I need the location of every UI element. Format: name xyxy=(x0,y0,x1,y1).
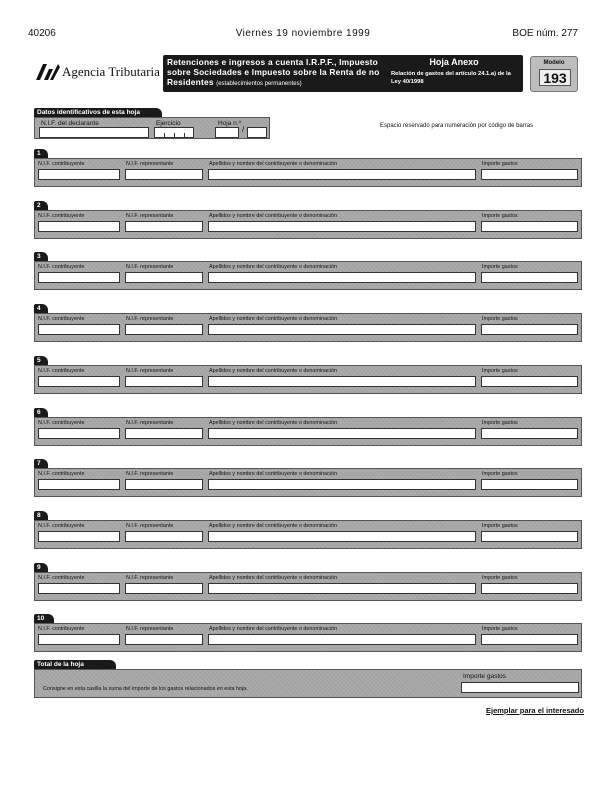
boe-number: BOE núm. 277 xyxy=(512,28,578,39)
nif-representante-label: N.I.F. representante xyxy=(126,626,174,632)
total-importe-label: Importe gastos xyxy=(463,673,506,680)
apellidos-nombre-label: Apellidos y nombre del contribuyente o denominación xyxy=(209,368,337,374)
apellidos-nombre-label: Apellidos y nombre del contribuyente o denominación xyxy=(209,471,337,477)
total-note: Consigne en esta casilla la suma del importe de los gastos relacionados en esta hoja. xyxy=(43,686,248,692)
record-panel xyxy=(34,313,582,342)
record-panel xyxy=(34,261,582,290)
page-header xyxy=(28,28,578,40)
hoja-number-field[interactable] xyxy=(215,127,239,138)
nif-representante-label: N.I.F. representante xyxy=(126,264,174,270)
nif-representante-label: N.I.F. representante xyxy=(126,471,174,477)
apellidos-nombre-label: Apellidos y nombre del contribuyente o denominación xyxy=(209,161,337,167)
record-number-tab: 6 xyxy=(34,408,48,417)
nif-contribuyente-field[interactable] xyxy=(38,169,120,180)
hoja-separator: / xyxy=(242,125,245,134)
total-section-tab: Total de la hoja xyxy=(34,660,116,669)
apellidos-nombre-field[interactable] xyxy=(208,376,476,387)
nif-contribuyente-label: N.I.F. contribuyente xyxy=(38,471,85,477)
nif-contribuyente-field[interactable] xyxy=(38,221,120,232)
apellidos-nombre-field[interactable] xyxy=(208,221,476,232)
record-panel xyxy=(34,365,582,394)
nif-representante-label: N.I.F. representante xyxy=(126,575,174,581)
apellidos-nombre-label: Apellidos y nombre del contribuyente o denominación xyxy=(209,264,337,270)
relation-description: Relación de gastos del artículo 24.1.a) de la Ley 40/1998 xyxy=(391,71,511,85)
importe-gastos-field[interactable] xyxy=(481,221,578,232)
nif-declarante-field[interactable] xyxy=(39,127,149,138)
record-number-tab: 7 xyxy=(34,459,48,468)
record-number-tab: 10 xyxy=(34,614,54,623)
record-panel xyxy=(34,623,582,652)
nif-contribuyente-label: N.I.F. contribuyente xyxy=(38,368,85,374)
importe-gastos-field[interactable] xyxy=(481,169,578,180)
importe-gastos-label: Importe gastos xyxy=(482,626,518,632)
importe-gastos-field[interactable] xyxy=(481,583,578,594)
importe-gastos-field[interactable] xyxy=(481,428,578,439)
id-section-tab: Datos identificativos de esta hoja xyxy=(34,108,162,117)
record-number-tab: 9 xyxy=(34,563,48,572)
importe-gastos-label: Importe gastos xyxy=(482,161,518,167)
record-number-tab: 8 xyxy=(34,511,48,520)
apellidos-nombre-field[interactable] xyxy=(208,272,476,283)
importe-gastos-field[interactable] xyxy=(481,634,578,645)
nif-contribuyente-label: N.I.F. contribuyente xyxy=(38,316,85,322)
nif-representante-field[interactable] xyxy=(125,169,203,180)
record-number-tab: 5 xyxy=(34,356,48,365)
importe-gastos-field[interactable] xyxy=(481,531,578,542)
nif-representante-field[interactable] xyxy=(125,479,203,490)
record-number-tab: 4 xyxy=(34,304,48,313)
page-number: 40206 xyxy=(28,28,56,39)
nif-contribuyente-label: N.I.F. contribuyente xyxy=(38,161,85,167)
record-panel xyxy=(34,158,582,187)
apellidos-nombre-field[interactable] xyxy=(208,169,476,180)
apellidos-nombre-field[interactable] xyxy=(208,583,476,594)
apellidos-nombre-field[interactable] xyxy=(208,324,476,335)
barcode-note: Espacio reservado para numeración por código de barras xyxy=(380,123,534,129)
nif-contribuyente-label: N.I.F. contribuyente xyxy=(38,420,85,426)
record-panel xyxy=(34,572,582,601)
importe-gastos-label: Importe gastos xyxy=(482,316,518,322)
nif-contribuyente-label: N.I.F. contribuyente xyxy=(38,575,85,581)
logo-text: Agencia Tributaria xyxy=(62,64,160,79)
hoja-label: Hoja n.º xyxy=(218,120,241,127)
nif-representante-label: N.I.F. representante xyxy=(126,420,174,426)
publication-date: Viernes 19 noviembre 1999 xyxy=(235,28,371,39)
nif-representante-field[interactable] xyxy=(125,221,203,232)
record-panel xyxy=(34,210,582,239)
total-importe-field[interactable] xyxy=(461,682,579,693)
nif-representante-label: N.I.F. representante xyxy=(126,316,174,322)
importe-gastos-field[interactable] xyxy=(481,376,578,387)
importe-gastos-label: Importe gastos xyxy=(482,264,518,270)
importe-gastos-field[interactable] xyxy=(481,479,578,490)
nif-representante-field[interactable] xyxy=(125,324,203,335)
apellidos-nombre-label: Apellidos y nombre del contribuyente o denominación xyxy=(209,420,337,426)
importe-gastos-field[interactable] xyxy=(481,324,578,335)
apellidos-nombre-label: Apellidos y nombre del contribuyente o denominación xyxy=(209,575,337,581)
record-panel xyxy=(34,417,582,446)
nif-representante-label: N.I.F. representante xyxy=(126,523,174,529)
ejemplar-label: Ejemplar para el interesado xyxy=(486,706,584,715)
nif-contribuyente-field[interactable] xyxy=(38,376,120,387)
importe-gastos-label: Importe gastos xyxy=(482,523,518,529)
record-panel xyxy=(34,468,582,497)
nif-contribuyente-field[interactable] xyxy=(38,272,120,283)
importe-gastos-label: Importe gastos xyxy=(482,471,518,477)
nif-representante-field[interactable] xyxy=(125,634,203,645)
total-section-panel xyxy=(34,669,582,698)
nif-declarante-label: N.I.F. del declarante xyxy=(41,120,99,127)
importe-gastos-label: Importe gastos xyxy=(482,575,518,581)
record-panel xyxy=(34,520,582,549)
modelo-label: Modelo xyxy=(543,60,565,66)
apellidos-nombre-field[interactable] xyxy=(208,479,476,490)
apellidos-nombre-label: Apellidos y nombre del contribuyente o denominación xyxy=(209,316,337,322)
nif-contribuyente-label: N.I.F. contribuyente xyxy=(38,523,85,529)
nif-contribuyente-field[interactable] xyxy=(38,479,120,490)
nif-representante-label: N.I.F. representante xyxy=(126,161,174,167)
form-title-bar xyxy=(163,55,523,92)
apellidos-nombre-field[interactable] xyxy=(208,428,476,439)
nif-contribuyente-label: N.I.F. contribuyente xyxy=(38,626,85,632)
nif-contribuyente-label: N.I.F. contribuyente xyxy=(38,264,85,270)
nif-representante-field[interactable] xyxy=(125,583,203,594)
nif-contribuyente-field[interactable] xyxy=(38,634,120,645)
nif-contribuyente-field[interactable] xyxy=(38,428,120,439)
importe-gastos-field[interactable] xyxy=(481,272,578,283)
nif-representante-field[interactable] xyxy=(125,376,203,387)
sheet-type: Hoja Anexo xyxy=(429,57,479,67)
agency-logo-icon xyxy=(36,64,60,80)
nif-representante-field[interactable] xyxy=(125,272,203,283)
nif-contribuyente-field[interactable] xyxy=(38,583,120,594)
apellidos-nombre-field[interactable] xyxy=(208,531,476,542)
importe-gastos-label: Importe gastos xyxy=(482,368,518,374)
ejercicio-label: Ejercicio xyxy=(156,120,181,127)
nif-representante-field[interactable] xyxy=(125,531,203,542)
nif-representante-label: N.I.F. representante xyxy=(126,368,174,374)
ejercicio-field[interactable] xyxy=(154,127,194,138)
importe-gastos-label: Importe gastos xyxy=(482,420,518,426)
record-number-tab: 1 xyxy=(34,149,48,158)
record-number-tab: 3 xyxy=(34,252,48,261)
modelo-number: 193 xyxy=(539,69,571,86)
nif-contribuyente-field[interactable] xyxy=(38,324,120,335)
form-title: Retenciones e ingresos a cuenta I.R.P.F., Impuesto sobre Sociedades e Impuesto sobre la Renta de no Residentes (establecimientos permanentes) xyxy=(167,57,380,87)
modelo-badge xyxy=(530,56,578,92)
nif-contribuyente-field[interactable] xyxy=(38,531,120,542)
nif-contribuyente-label: N.I.F. contribuyente xyxy=(38,213,85,219)
hoja-total-field[interactable] xyxy=(247,127,267,138)
nif-representante-field[interactable] xyxy=(125,428,203,439)
apellidos-nombre-label: Apellidos y nombre del contribuyente o denominación xyxy=(209,523,337,529)
apellidos-nombre-label: Apellidos y nombre del contribuyente o denominación xyxy=(209,213,337,219)
record-number-tab: 2 xyxy=(34,201,48,210)
apellidos-nombre-field[interactable] xyxy=(208,634,476,645)
apellidos-nombre-label: Apellidos y nombre del contribuyente o denominación xyxy=(209,626,337,632)
importe-gastos-label: Importe gastos xyxy=(482,213,518,219)
nif-representante-label: N.I.F. representante xyxy=(126,213,174,219)
id-section-panel xyxy=(34,117,270,139)
agencia-tributaria-logo xyxy=(36,64,160,80)
